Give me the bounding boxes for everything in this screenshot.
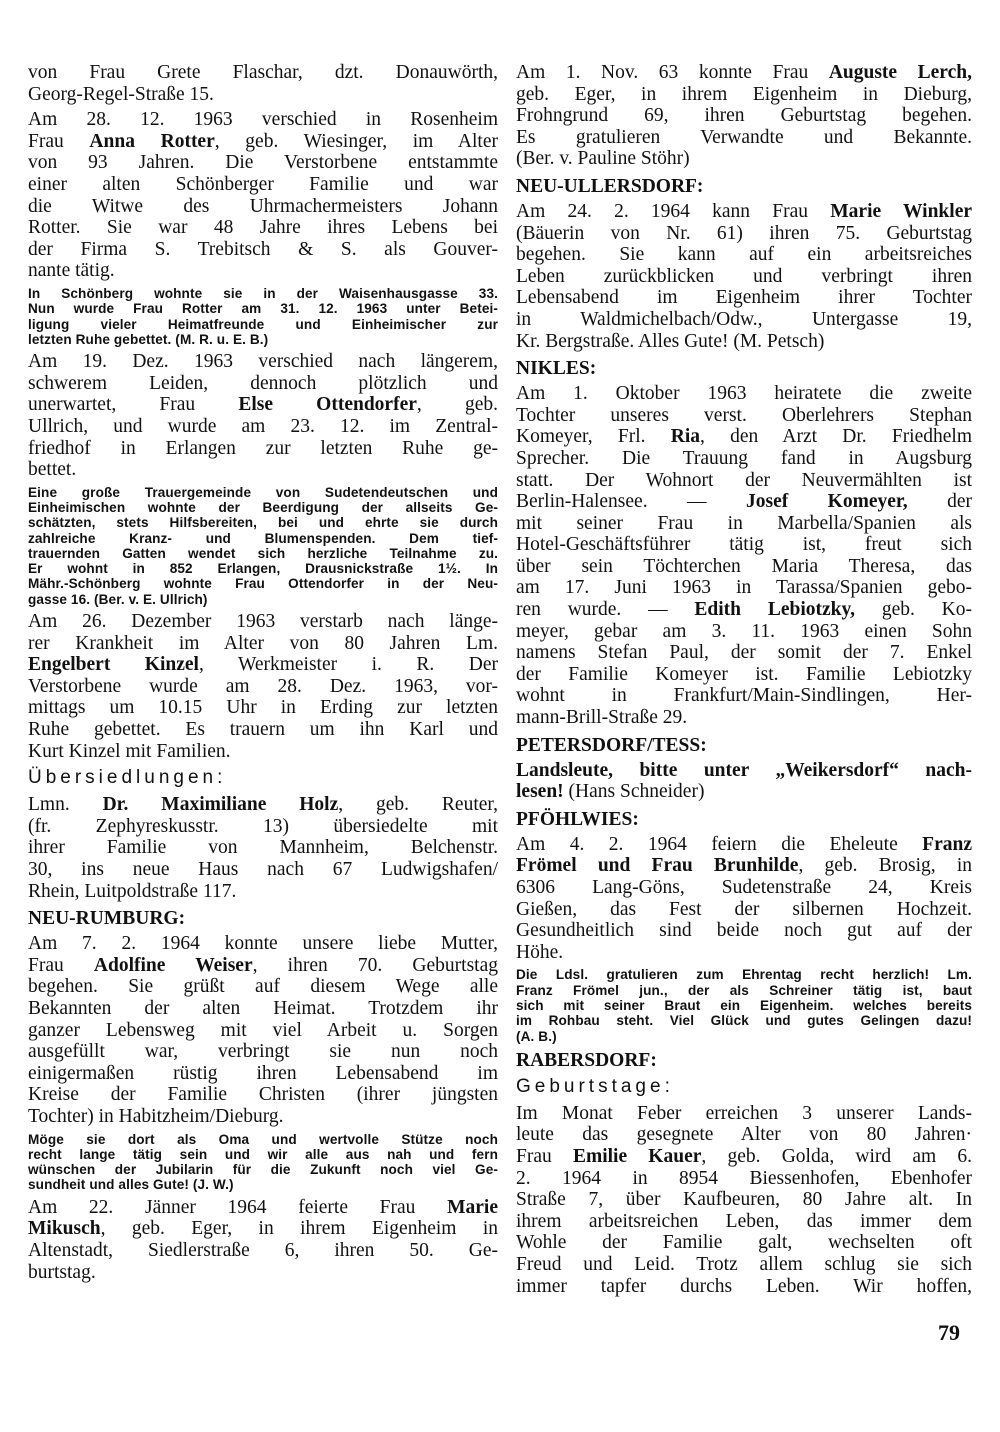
paragraph	[516, 62, 972, 170]
text-line	[516, 201, 972, 223]
text-line	[28, 1063, 498, 1085]
text-line	[516, 642, 972, 664]
text-segment: Frohngrund 69, ihren Geburtstag begehen.	[516, 105, 972, 127]
text-segment: ren wurde. —	[516, 599, 695, 621]
text-line	[516, 855, 972, 877]
text-segment: NIKLES:	[516, 358, 597, 380]
text-line	[28, 933, 498, 955]
text-segment: Die Ldsl. gratulieren zum Ehrentag recht herzlich! Lm.	[516, 967, 972, 983]
text-line	[516, 62, 972, 84]
bold-name: Marie Winkler	[830, 200, 973, 222]
text-line	[516, 513, 972, 535]
text-segment: Altenstadt, Siedlerstraße 6, ihren 50. Ge-	[28, 1239, 498, 1261]
text-segment: Frau	[28, 130, 90, 152]
text-segment: gasse 16. (Ber. v. E. Ullrich)	[28, 591, 208, 607]
paragraph	[516, 201, 972, 352]
text-segment: Am 1. Nov. 63 konnte Frau	[516, 62, 829, 83]
text-line	[28, 561, 498, 576]
text-line	[28, 485, 498, 500]
text-segment: Ruhe gebettet. Es trauern um ihn Karl und	[28, 719, 498, 741]
text-segment: einigermaßen rüstig ihren Lebensabend im	[28, 1062, 498, 1084]
text-segment: leute das gesegnete Alter von 80 Jahren·	[516, 1124, 972, 1146]
text-segment: am 17. Juni 1963 in Tarassa/Spanien gebo-	[516, 577, 972, 599]
text-segment: (A. B.)	[516, 1028, 557, 1044]
text-line	[516, 405, 972, 427]
text-line	[28, 1106, 498, 1128]
paragraph	[28, 794, 498, 902]
text-segment: Am 4. 2. 1964 feiern die Eheleute	[516, 833, 923, 855]
text-line	[28, 998, 498, 1020]
text-line	[28, 394, 498, 416]
text-line	[516, 127, 972, 149]
text-line	[516, 223, 972, 245]
bold-name: Edith Lebiotzky,	[694, 599, 856, 621]
text-line	[516, 426, 972, 448]
text-line	[28, 676, 498, 698]
text-segment: ihrer Familie von Mannheim, Belchenstr.	[28, 837, 498, 859]
text-line	[516, 448, 972, 470]
text-line	[28, 1041, 498, 1063]
text-segment: Mähr.-Schönberg wohnte Frau Ottendorfer in der Neu-	[28, 576, 498, 592]
bold-name: Anna Rotter	[89, 130, 215, 152]
text-segment: wünschen der Jubilarin für die Zukunft noch viel Ge-	[28, 1162, 498, 1178]
text-line	[516, 621, 972, 643]
text-segment: Georg-Regel-Straße 15.	[28, 83, 214, 105]
text-line	[28, 766, 498, 790]
text-segment: Verstorbene wurde am 28. Dez. 1963, vor-	[28, 675, 498, 697]
text-line	[28, 859, 498, 881]
text-line	[516, 735, 972, 757]
text-segment: der Firma S. Trebitsch & S. als Gouver-	[28, 238, 498, 260]
bold-name: Emilie Kauer	[572, 1146, 702, 1168]
text-segment: Berlin-Halensee. —	[516, 491, 746, 513]
text-segment: 30, ins neue Haus nach 67 Ludwigshafen/	[28, 859, 498, 880]
text-segment: bettet.	[28, 459, 77, 481]
text-line	[28, 351, 498, 373]
text-segment: , ihren 70. Geburtstag	[252, 954, 498, 976]
text-segment: Rotter. Sie war 48 Jahre ihres Lebens bei	[28, 217, 498, 239]
bold-name: Auguste Lerch,	[828, 62, 972, 83]
text-segment: immer tapfer durchs Leben. Wir hoffen,	[516, 1275, 972, 1297]
text-segment: in Waldmichelbach/Odw., Untergasse 19,	[516, 308, 972, 330]
text-segment: nante tätig.	[28, 260, 115, 282]
text-line	[28, 741, 498, 763]
text-segment: Am 26. Dezember 1963 verstarb nach länge-	[28, 611, 498, 633]
text-segment: namens Stefan Paul, der somit der 7. Enkel	[516, 642, 972, 664]
text-segment: 6306 Lang-Göns, Sudetenstraße 24, Kreis	[516, 877, 972, 898]
bold-name: Dr. Maximiliane Holz	[102, 794, 339, 816]
bold-name: Else Ottendorfer	[238, 394, 417, 416]
text-segment: ligung vieler Heimatfreunde und Einheimischer zur	[28, 316, 498, 332]
text-segment: Am 24. 2. 1964 kann Frau	[516, 200, 831, 222]
text-segment: , geb. Eger, in ihrem Eigenheim in	[100, 1218, 498, 1240]
text-line	[28, 301, 498, 316]
text-line	[28, 196, 498, 218]
bold-name: Adolfine Weiser	[93, 954, 253, 976]
bold-name: Mikusch	[28, 1218, 101, 1240]
text-segment: von 93 Jahren. Die Verstorbene entstammte	[28, 152, 498, 174]
text-segment: Sprecher. Die Trauung fand in Augsburg	[516, 447, 972, 469]
subheading	[516, 1075, 972, 1099]
text-segment: Frau	[28, 954, 94, 976]
text-segment: , geb. Brosig, in	[798, 855, 972, 877]
text-segment: Lmn.	[28, 794, 103, 816]
text-segment: schätzten, stets Hilfsbereiten, bei und ehrte sie durch	[28, 515, 498, 531]
text-segment: Hotel-Geschäftsführer tätig ist, freut sich	[516, 534, 972, 556]
text-line	[28, 794, 498, 816]
text-line	[28, 373, 498, 395]
text-line	[516, 942, 972, 964]
text-line	[516, 877, 972, 899]
text-segment: , den Arzt Dr. Friedhelm	[699, 426, 972, 448]
note-paragraph	[28, 286, 498, 347]
text-segment: Kurt Kinzel mit Familien.	[28, 740, 231, 762]
text-line	[516, 556, 972, 578]
paragraph	[28, 351, 498, 481]
text-line	[28, 500, 498, 515]
text-segment: Kreise der Familie Christen (ihrer jüngsten	[28, 1084, 498, 1106]
bold-name: Engelbert Kinzel	[28, 654, 199, 676]
text-segment: , geb. Wiesinger, im Alter	[214, 130, 499, 152]
text-line	[516, 899, 972, 921]
text-line	[28, 1197, 498, 1219]
text-line	[28, 1240, 498, 1262]
text-line	[28, 592, 498, 607]
section-heading	[516, 1050, 972, 1072]
text-segment: geb. Ko-	[855, 599, 972, 621]
text-line	[28, 611, 498, 633]
text-segment: (Hans Schneider)	[563, 781, 705, 803]
text-segment: Kr. Bergstraße. Alles Gute! (M. Petsch)	[516, 330, 825, 352]
note-paragraph	[28, 1132, 498, 1193]
paragraph	[28, 933, 498, 1127]
text-line	[28, 546, 498, 561]
text-segment: Leben zurückblicken und verbringt ihren	[516, 265, 972, 287]
text-line	[516, 1013, 972, 1028]
text-segment: statt. Der Wohnort der Neuvermählten ist	[516, 469, 972, 491]
text-line	[516, 1276, 972, 1298]
text-segment: Frau	[516, 1146, 573, 1168]
text-line	[28, 260, 498, 282]
text-segment: NEU-RUMBURG:	[28, 908, 186, 930]
text-line	[28, 719, 498, 741]
left-column	[28, 62, 498, 1287]
text-line	[28, 1147, 498, 1162]
text-segment: burtstag.	[28, 1261, 96, 1283]
text-segment: Nun wurde Frau Rotter am 31. 12. 1963 unter Betei-	[28, 301, 498, 317]
text-segment: der	[907, 491, 972, 513]
text-line	[28, 286, 498, 301]
text-line	[28, 317, 498, 332]
text-segment: Straße 7, über Kaufbeuren, 80 Jahre alt. In	[516, 1189, 972, 1211]
paragraph	[28, 1197, 498, 1283]
text-segment: Geburtstage:	[516, 1075, 674, 1097]
text-segment: zahlreiche Kranz- und Blumenspenden. Dem tief-	[28, 530, 498, 546]
text-segment: Freud und Leid. Trotz allem schlug sie sich	[516, 1254, 972, 1276]
text-line	[516, 309, 972, 331]
text-segment: geb. Eger, in ihrem Eigenheim in Dieburg,	[516, 83, 972, 105]
text-segment: (Bäuerin von Nr. 61) ihren 75. Geburtstag	[516, 222, 972, 244]
text-line	[28, 459, 498, 481]
text-line	[516, 664, 972, 686]
page-number: 79	[938, 1320, 960, 1345]
text-segment: 2. 1964 in 8954 Biessenhofen, Ebenhofer	[516, 1167, 972, 1189]
text-segment: meyer, gebar am 3. 11. 1963 einen Sohn	[516, 620, 972, 642]
text-segment: rer Krankheit im Alter von 80 Jahren Lm.	[28, 632, 498, 654]
text-line	[516, 983, 972, 998]
text-line	[28, 239, 498, 261]
text-segment: Eine große Trauergemeinde von Sudetendeutschen und	[28, 484, 498, 500]
paragraph	[28, 109, 498, 282]
text-segment: , geb. Reuter,	[338, 794, 498, 816]
text-line	[28, 697, 498, 719]
text-segment: sundheit und alles Gute! (J. W.)	[28, 1177, 234, 1193]
text-line	[28, 1084, 498, 1106]
text-line	[516, 534, 972, 556]
text-segment: begehen. Sie kann auf ein arbeitsreiches	[516, 244, 972, 266]
text-segment: Gesundheitlich sind beide noch gut auf der	[516, 920, 972, 942]
text-line	[28, 1020, 498, 1042]
bold-name: lesen!	[516, 781, 564, 803]
text-line	[516, 1103, 972, 1125]
text-segment: die Witwe des Uhrmachermeisters Johann	[28, 195, 498, 217]
section-heading	[516, 358, 972, 380]
text-line	[516, 1189, 972, 1211]
text-segment: Am 19. Dez. 1963 verschied nach längerem,	[28, 351, 498, 373]
text-line	[28, 837, 498, 859]
subheading	[28, 766, 498, 790]
text-line	[516, 1050, 972, 1072]
text-line	[516, 760, 972, 782]
text-line	[516, 967, 972, 982]
text-line	[516, 809, 972, 831]
text-segment: Gießen, das Fest der silbernen Hochzeit.	[516, 898, 972, 920]
text-line	[28, 1177, 498, 1192]
text-segment: Komeyer, Frl.	[516, 426, 671, 448]
text-segment: Er wohnt in 852 Erlangen, Drausnickstraße 1½. In	[28, 561, 498, 577]
text-line	[516, 1254, 972, 1276]
section-heading	[28, 908, 498, 930]
text-segment: Im Monat Feber erreichen 3 unserer Lands-	[516, 1102, 972, 1124]
text-segment: von Frau Grete Flaschar, dzt. Donauwörth,	[28, 62, 498, 83]
text-segment: mit seiner Frau in Marbella/Spanien als	[516, 512, 972, 534]
text-line	[28, 1262, 498, 1284]
text-segment: einer alten Schönberger Familie und war	[28, 173, 498, 195]
text-segment: friedhof in Erlangen zur letzten Ruhe ge-	[28, 437, 498, 459]
text-segment: Am 7. 2. 1964 konnte unsere liebe Mutter,	[28, 933, 498, 955]
text-line	[516, 1232, 972, 1254]
text-segment: Höhe.	[516, 941, 564, 963]
text-line	[28, 332, 498, 347]
text-line	[28, 1218, 498, 1240]
text-segment: Rhein, Luitpoldstraße 117.	[28, 880, 237, 902]
text-line	[516, 685, 972, 707]
paragraph	[516, 383, 972, 729]
text-segment: Wohle der Familie galt, wechselten oft	[516, 1232, 972, 1254]
text-line	[516, 331, 972, 353]
text-line	[516, 383, 972, 405]
text-line	[28, 217, 498, 239]
note-paragraph	[516, 967, 972, 1043]
bold-name: Josef Komeyer,	[745, 491, 908, 513]
text-line	[516, 707, 972, 729]
text-line	[516, 920, 972, 942]
text-segment: Übersiedlungen:	[28, 767, 227, 789]
text-segment: , geb. Golda, wird am 6.	[701, 1146, 972, 1168]
text-segment: über sein Töchterchen Maria Theresa, das	[516, 555, 972, 577]
text-line	[28, 576, 498, 591]
text-segment: der Familie Komeyer ist. Familie Lebiotzky	[516, 663, 972, 685]
text-line	[516, 1075, 972, 1099]
text-line	[28, 633, 498, 655]
text-line	[28, 816, 498, 838]
text-line	[28, 84, 498, 106]
text-segment: (fr. Zephyreskusstr. 13) übersiedelte mit	[28, 815, 498, 837]
text-segment: PETERSDORF/TESS:	[516, 734, 707, 756]
text-segment: trauernden Gatten wendet sich herzliche Teilnahme zu.	[28, 545, 498, 561]
right-column	[516, 62, 972, 1301]
text-line	[28, 152, 498, 174]
text-segment: Am 28. 12. 1963 verschied in Rosenheim	[28, 109, 498, 131]
text-segment: schwerem Leiden, dennoch plötzlich und	[28, 372, 498, 394]
text-segment: Bekannten der alten Heimat. Trotzdem ihr	[28, 997, 498, 1019]
text-segment: Es gratulieren Verwandte und Bekannte.	[516, 126, 972, 148]
section-heading	[516, 809, 972, 831]
paragraph	[516, 1103, 972, 1297]
paragraph	[28, 611, 498, 762]
text-line	[516, 1168, 972, 1190]
text-line	[28, 976, 498, 998]
text-line	[516, 998, 972, 1013]
text-segment: sich mit seiner Braut ein Eigenheim. welches bereits	[516, 997, 972, 1013]
text-segment: Einheimischen wohnte der Beerdigung der allseits Ge-	[28, 499, 498, 515]
text-segment: ihrem arbeitsreichen Leben, das immer dem	[516, 1210, 972, 1232]
text-line	[516, 599, 972, 621]
text-segment: PFÖHLWIES:	[516, 808, 639, 830]
text-segment: RABERSDORF:	[516, 1049, 657, 1071]
text-line	[516, 176, 972, 198]
text-line	[516, 244, 972, 266]
text-line	[28, 131, 498, 153]
text-segment: im Rohbau steht. Viel Glück und gutes Gelingen dazu!	[516, 1013, 972, 1029]
text-segment: Am 22. Jänner 1964 feierte Frau	[28, 1196, 448, 1218]
text-line	[516, 470, 972, 492]
text-segment: Ullrich, und wurde am 23. 12. im Zentral-	[28, 415, 498, 437]
text-segment: , Werkmeister i. R. Der	[198, 654, 498, 676]
note-paragraph	[28, 485, 498, 607]
text-segment: Tochter) in Habitzheim/Dieburg.	[28, 1105, 284, 1127]
text-line	[516, 148, 972, 170]
text-segment: Lebensabend im Eigenheim ihrer Tochter	[516, 287, 972, 309]
bold-name: Landsleute, bitte unter „Weikersdorf“ nach-	[516, 759, 972, 781]
bold-name: Ria	[670, 426, 700, 448]
bold-name: Franz Frömel jun.	[516, 982, 664, 998]
paragraph	[516, 760, 972, 803]
text-line	[28, 438, 498, 460]
bold-name: Frömel und Frau Brunhilde	[516, 855, 799, 877]
text-line	[516, 491, 972, 513]
text-line	[516, 358, 972, 380]
text-segment: letzten Ruhe gebettet. (M. R. u. E. B.)	[28, 331, 269, 347]
text-segment: , der als Schreiner tätig ist, baut	[663, 982, 972, 998]
text-line	[28, 416, 498, 438]
text-segment: In Schönberg wohnte sie in der Waisenhausgasse 33.	[28, 285, 498, 301]
text-segment: mann-Brill-Straße 29.	[516, 707, 688, 729]
text-segment: begehen. Sie grüßt auf diesem Wege alle	[28, 976, 498, 998]
section-heading	[516, 735, 972, 757]
text-line	[28, 515, 498, 530]
text-line	[28, 62, 498, 84]
text-line	[516, 287, 972, 309]
text-line	[28, 654, 498, 676]
section-heading	[516, 176, 972, 198]
text-line	[28, 1162, 498, 1177]
text-segment: ganzer Lebensweg mit viel Arbeit u. Sorgen	[28, 1019, 498, 1041]
text-line	[516, 1146, 972, 1168]
text-segment: ausgefüllt war, verbringt sie nun noch	[28, 1041, 498, 1063]
text-line	[516, 577, 972, 599]
text-line	[516, 834, 972, 856]
bold-name: Franz	[922, 833, 972, 855]
text-line	[516, 1124, 972, 1146]
text-segment: Tochter unseres verst. Oberlehrers Stephan	[516, 404, 972, 426]
paragraph	[28, 62, 498, 105]
text-line	[516, 1211, 972, 1233]
text-segment: Am 1. Oktober 1963 heiratete die zweite	[516, 383, 972, 405]
text-segment: mittags um 10.15 Uhr in Erding zur letzten	[28, 697, 498, 719]
text-line	[28, 881, 498, 903]
text-segment: (Ber. v. Pauline Stöhr)	[516, 148, 690, 170]
text-line	[28, 908, 498, 930]
text-line	[516, 105, 972, 127]
text-line	[516, 781, 972, 803]
text-line	[28, 1132, 498, 1147]
text-segment: Möge sie dort als Oma und wertvolle Stütze noch	[28, 1131, 498, 1147]
text-line	[516, 266, 972, 288]
text-line	[28, 174, 498, 196]
text-line	[28, 955, 498, 977]
text-segment: recht lange tätig sein und wir alle aus nah und fern	[28, 1146, 498, 1162]
text-segment: , geb.	[416, 394, 498, 416]
text-line	[516, 1029, 972, 1044]
text-line	[28, 531, 498, 546]
text-line	[516, 84, 972, 106]
text-line	[28, 109, 498, 131]
paragraph	[516, 834, 972, 964]
text-segment: NEU-ULLERSDORF:	[516, 175, 704, 197]
text-segment: wohnt in Frankfurt/Main-Sindlingen, Her-	[516, 685, 972, 707]
text-segment: unerwartet, Frau	[28, 394, 239, 416]
bold-name: Marie	[447, 1196, 498, 1218]
